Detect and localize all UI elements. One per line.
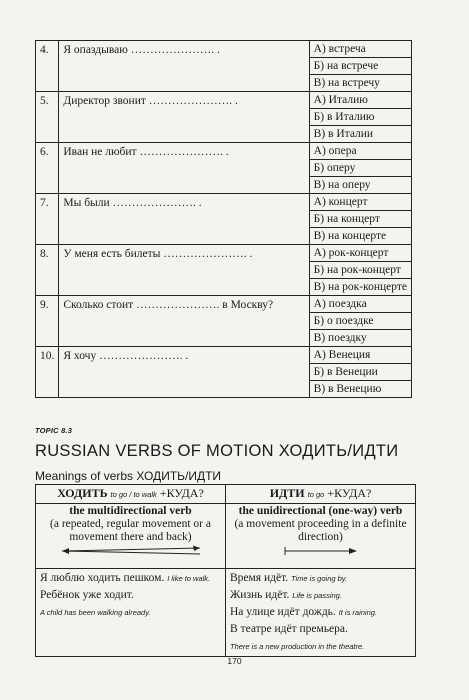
examples-idti (226, 569, 416, 657)
exercise-row (36, 143, 412, 160)
header-khodit (36, 485, 226, 504)
answer-option: В) на оперу (309, 177, 411, 194)
topic-number: TOPIC 8.3 (35, 426, 73, 435)
description-idti (226, 504, 416, 569)
desc-title-khodit: the multidirectional verb (69, 505, 192, 517)
desc-note-khodit: (a repeated, regular movement or a movement there and back) (50, 518, 211, 543)
answer-option: А) поездка (309, 296, 411, 313)
question-text: Директор звонит …………………. . (59, 92, 309, 143)
example-russian: Я люблю ходить пешком. (40, 572, 165, 584)
question-number: 9. (36, 296, 59, 347)
example-russian: Время идёт. (230, 572, 289, 584)
question-number: 8. (36, 245, 59, 296)
answer-option: В) на концерте (309, 228, 411, 245)
example-line (230, 638, 411, 655)
verb-idti: ИДТИ (269, 486, 305, 500)
example-translation: It is raining. (338, 608, 378, 617)
example-translation: Time is going by. (291, 574, 348, 583)
case-idti: +КУДА? (327, 486, 372, 500)
example-translation: I like to walk. (167, 574, 211, 583)
exercise-row (36, 245, 412, 262)
example-line (40, 570, 221, 587)
exercise-row (36, 194, 412, 211)
example-line (230, 587, 411, 604)
answer-option: Б) в Венеции (309, 364, 411, 381)
example-line (40, 587, 221, 604)
desc-note-idti: (a movement proceeding in a definite direction) (234, 518, 407, 543)
example-russian: Жизнь идёт. (230, 589, 290, 601)
example-russian: В театре идёт премьера. (230, 623, 348, 635)
answer-option: А) концерт (309, 194, 411, 211)
answer-option: Б) на встрече (309, 58, 411, 75)
answer-option: В) в Италии (309, 126, 411, 143)
answer-option: Б) оперу (309, 160, 411, 177)
exercise-table (35, 40, 412, 398)
question-number: 6. (36, 143, 59, 194)
description-khodit (36, 504, 226, 569)
question-number: 10. (36, 347, 59, 398)
topic-title: RUSSIAN VERBS OF MOTION ХОДИТЬ/ИДТИ (35, 442, 399, 460)
answer-option: В) поездку (309, 330, 411, 347)
answer-option: А) опера (309, 143, 411, 160)
answer-option: В) в Венецию (309, 381, 411, 398)
answer-option: Б) на рок-концерт (309, 262, 411, 279)
answer-option: В) на рок-концерте (309, 279, 411, 296)
section-heading: Meanings of verbs ХОДИТЬ/ИДТИ (35, 469, 222, 483)
translation-khodit: to go / to walk (110, 490, 157, 499)
case-khodit: +КУДА? (159, 486, 204, 500)
answer-option: А) встреча (309, 41, 411, 58)
example-translation: There is a new production in the theatre. (230, 642, 365, 651)
example-line (230, 604, 411, 621)
answer-option: А) рок-концерт (309, 245, 411, 262)
answer-option: В) на встречу (309, 75, 411, 92)
question-text: Мы были …………………. . (59, 194, 309, 245)
example-line (230, 570, 411, 587)
question-text: Я опаздываю …………………. . (59, 41, 309, 92)
example-line (230, 621, 411, 638)
exercise-row (36, 92, 412, 109)
header-idti (226, 485, 416, 504)
answer-option: Б) о поездке (309, 313, 411, 330)
example-russian: На улице идёт дождь. (230, 606, 336, 618)
example-translation: Life is passing. (292, 591, 342, 600)
examples-khodit (36, 569, 226, 657)
question-text: Иван не любит …………………. . (59, 143, 309, 194)
desc-title-idti: the unidirectional (one-way) verb (238, 505, 403, 517)
one-way-arrow-icon (283, 546, 359, 556)
answer-option: Б) на концерт (309, 211, 411, 228)
question-text: Сколько стоит …………………. в Москву? (59, 296, 309, 347)
answer-option: Б) в Италию (309, 109, 411, 126)
translation-idti: to go (307, 490, 325, 499)
page-number: 170 (227, 656, 242, 666)
exercise-row (36, 296, 412, 313)
there-and-back-arrow-icon (56, 545, 206, 557)
exercise-row (36, 41, 412, 58)
question-text: Я хочу …………………. . (59, 347, 309, 398)
answer-option: А) Венеция (309, 347, 411, 364)
verb-khodit: ХОДИТЬ (57, 486, 108, 500)
question-text: У меня есть билеты …………………. . (59, 245, 309, 296)
question-number: 7. (36, 194, 59, 245)
example-russian: Ребёнок уже ходит. (40, 589, 134, 601)
answer-option: А) Италию (309, 92, 411, 109)
example-translation: A child has been walking already. (40, 608, 151, 617)
question-number: 5. (36, 92, 59, 143)
question-number: 4. (36, 41, 59, 92)
example-line (40, 604, 221, 621)
meanings-table (35, 484, 416, 657)
exercise-row (36, 347, 412, 364)
